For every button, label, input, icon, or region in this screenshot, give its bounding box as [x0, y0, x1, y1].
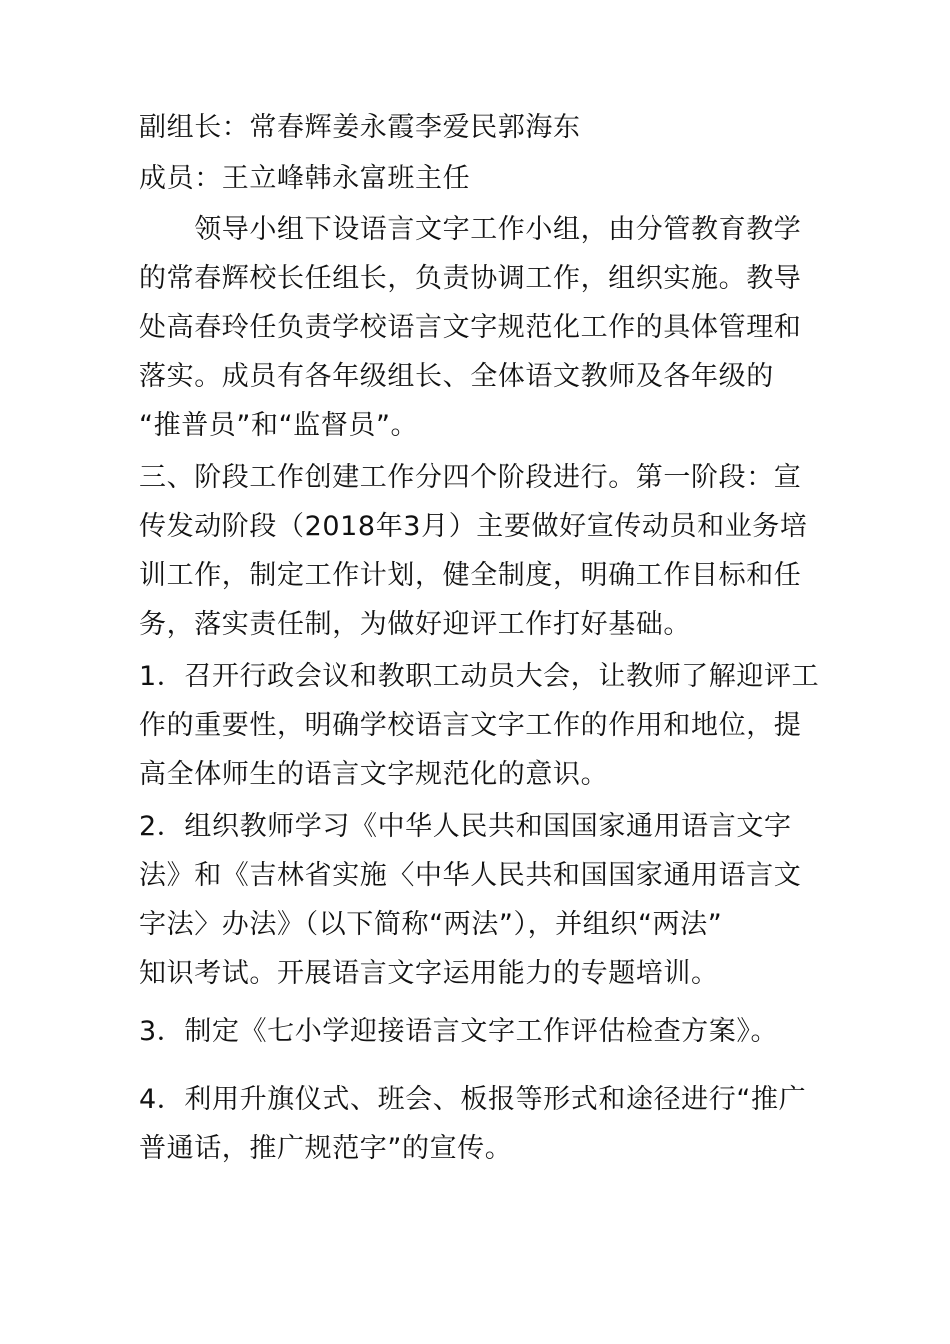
- text-line-item-2-4: 知识考试。开展语言文字运用能力的专题培训。: [139, 958, 719, 989]
- text-line-section-3-1: 三、阶段工作创建工作分四个阶段进行。第一阶段：宣: [139, 462, 802, 493]
- text-line-item-2-1: 2．组织教师学习《中华人民共和国国家通用语言文字: [139, 811, 792, 842]
- text-line-paragraph-1: 领导小组下设语言文字工作小组，由分管教育教学: [139, 214, 802, 245]
- text-line-item-1-3: 高全体师生的语言文字规范化的意识。: [139, 759, 609, 790]
- text-line-item-2-3: 字法〉办法》（以下简称“两法”），并组织“两法”: [139, 909, 723, 940]
- text-line-deputy-leaders: 副组长：常春辉姜永霞李爱民郭海东: [139, 112, 581, 143]
- text-line-section-3-3: 训工作，制定工作计划，健全制度，明确工作目标和任: [139, 560, 802, 591]
- text-line-item-2-2: 法》和《吉林省实施〈中华人民共和国国家通用语言文: [139, 860, 802, 891]
- text-line-paragraph-2: 的常春辉校长任组长，负责协调工作，组织实施。教导: [139, 263, 802, 294]
- text-line-paragraph-3: 处高春玲任负责学校语言文字规范化工作的具体管理和: [139, 312, 802, 343]
- text-line-item-3: 3．制定《七小学迎接语言文字工作评估检查方案》。: [139, 1016, 779, 1047]
- text-line-item-4-2: 普通话，推广规范字”的宣传。: [139, 1133, 513, 1164]
- text-line-item-4-1: 4．利用升旗仪式、班会、板报等形式和途径进行“推广: [139, 1084, 807, 1115]
- text-line-item-1-1: 1．召开行政会议和教职工动员大会，让教师了解迎评工: [139, 661, 820, 692]
- text-line-section-3-2: 传发动阶段（2018年3月）主要做好宣传动员和业务培: [139, 511, 808, 542]
- text-line-section-3-4: 务，落实责任制，为做好迎评工作打好基础。: [139, 609, 691, 640]
- text-line-paragraph-4: 落实。成员有各年级组长、全体语文教师及各年级的: [139, 361, 774, 392]
- text-line-item-1-2: 作的重要性，明确学校语言文字工作的作用和地位，提: [139, 710, 802, 741]
- text-line-members: 成员：王立峰韩永富班主任: [139, 163, 471, 194]
- text-line-paragraph-5: “推普员”和“监督员”。: [139, 410, 419, 441]
